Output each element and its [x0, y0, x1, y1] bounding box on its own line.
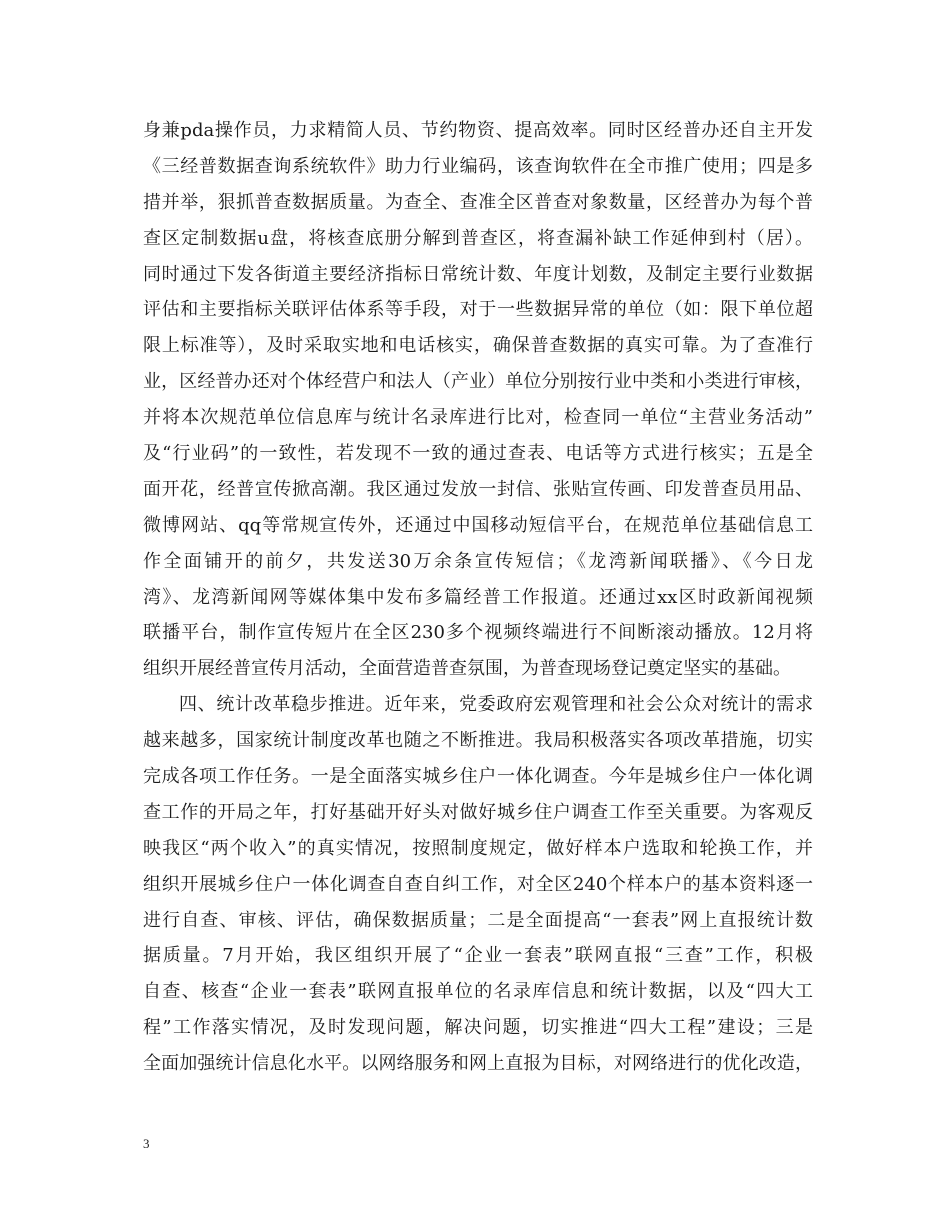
- text-line: 查区定制数据u盘，将核查底册分解到普查区，将查漏补缺工作延伸到村（居）。: [143, 227, 813, 249]
- text-line: 并将本次规范单位信息库与统计名录库进行比对，检查同一单位“主营业务活动”: [143, 407, 813, 429]
- text-line: 越来越多，国家统计制度改革也随之不断推进。我局积极落实各项改革措施，切实: [143, 730, 813, 752]
- text-line: 全面加强统计信息化水平。以网络服务和网上直报为目标，对网络进行的优化改造，: [143, 1053, 813, 1075]
- text-line: 《三经普数据查询系统软件》助力行业编码，该查询软件在全市推广使用；四是多: [143, 155, 813, 177]
- text-line: 组织开展城乡住户一体化调查自查自纠工作，对全区240个样本户的基本资料逐一: [143, 873, 813, 895]
- text-line: 自查、核查“企业一套表”联网直报单位的名录库信息和统计数据，以及“四大工: [143, 981, 813, 1003]
- text-line: 及“行业码”的一致性，若发现不一致的通过查表、电话等方式进行核实；五是全: [143, 443, 813, 465]
- text-line: 限上标准等），及时采取实地和电话核实，确保普查数据的真实可靠。为了查准行: [143, 335, 813, 357]
- paragraph-first-line: 四、统计改革稳步推进。近年来，党委政府宏观管理和社会公众对统计的需求: [179, 694, 813, 716]
- text-line: 映我区“两个收入”的真实情况，按照制度规定，做好样本户选取和轮换工作，并: [143, 837, 813, 859]
- text-line: 措并举，狠抓普查数据质量。为查全、查准全区普查对象数量，区经普办为每个普: [143, 191, 813, 213]
- text-line: 身兼pda操作员，力求精简人员、节约物资、提高效率。同时区经普办还自主开发: [143, 120, 813, 141]
- page-number: 3: [143, 1136, 150, 1151]
- text-line: 查工作的开局之年，打好基础开好头对做好城乡住户调查工作至关重要。为客观反: [143, 801, 813, 823]
- text-line: 业，区经普办还对个体经营户和法人（产业）单位分别按行业中类和小类进行审核，: [143, 371, 813, 393]
- text-line: 程”工作落实情况，及时发现问题，解决问题，切实推进“四大工程”建设；三是: [143, 1017, 813, 1039]
- text-line: 完成各项工作任务。一是全面落实城乡住户一体化调查。今年是城乡住户一体化调: [143, 766, 813, 788]
- text-line: 评估和主要指标关联评估体系等手段，对于一些数据异常的单位（如：限下单位超: [143, 299, 813, 321]
- text-line: 微博网站、qq等常规宣传外，还通过中国移动短信平台，在规范单位基础信息工: [143, 514, 813, 536]
- text-line: 进行自查、审核、评估，确保数据质量；二是全面提高“一套表”网上直报统计数: [143, 909, 813, 931]
- body-text: [143, 113, 813, 1082]
- text-line: 同时通过下发各街道主要经济指标日常统计数、年度计划数，及制定主要行业数据: [143, 263, 813, 285]
- text-line: 面开花，经普宣传掀高潮。我区通过发放一封信、张贴宣传画、印发普查员用品、: [143, 478, 813, 500]
- paragraph-last-line: 组织开展经普宣传月活动，全面营造普查氛围，为普查现场登记奠定坚实的基础。: [143, 658, 791, 680]
- text-line: 作全面铺开的前夕，共发送30万余条宣传短信；《龙湾新闻联播》、《今日龙: [143, 550, 813, 572]
- text-line: 联播平台，制作宣传短片在全区230多个视频终端进行不间断滚动播放。12月将: [143, 622, 813, 644]
- text-line: 据质量。7月开始，我区组织开展了“企业一套表”联网直报“三查”工作，积极: [143, 945, 813, 967]
- text-line: 湾》、龙湾新闻网等媒体集中发布多篇经普工作报道。还通过xx区时政新闻视频: [143, 586, 813, 608]
